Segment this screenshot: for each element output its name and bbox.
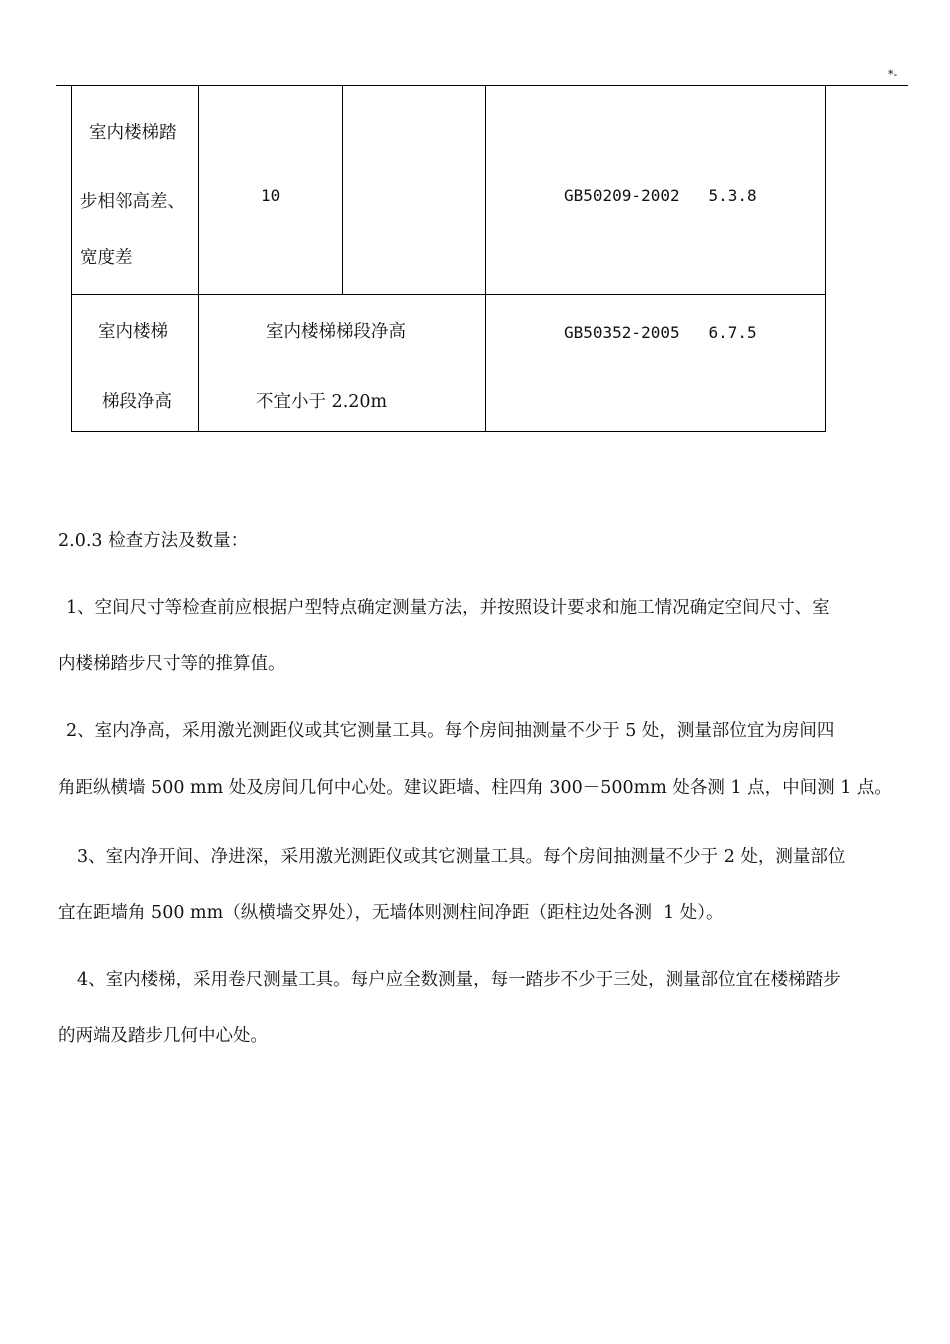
row2-item-line1: 室内楼梯 (98, 322, 168, 342)
table-border-left (71, 86, 72, 432)
paragraph-4-line-2: 的两端及踏步几何中心处。 (58, 1026, 268, 1046)
paragraph-1-line-2: 内楼梯踏步尺寸等的推算值。 (58, 654, 286, 674)
paragraph-3-line-1: 3、室内净开间、净进深，采用激光测距仪或其它测量工具。每个房间抽测量不少于 2 处，测量部位 (77, 847, 846, 867)
row2-item-line2: 梯段净高 (102, 392, 172, 412)
table-border-col1 (198, 86, 199, 432)
paragraph-2-line-2: 角距纵横墙 500 mm 处及房间几何中心处。建议距墙、柱四角 300－500mm 处各测 1 点，中间测 1 点。 (58, 778, 892, 798)
table-row-divider (71, 294, 826, 295)
table-border-right (825, 86, 826, 432)
table-border-bottom (71, 431, 826, 432)
paragraph-1-line-1: 1、空间尺寸等检查前应根据户型特点确定测量方法，并按照设计要求和施工情况确定空间尺寸、室 (66, 598, 830, 618)
row2-req-line1: 室内楼梯梯段净高 (266, 322, 406, 342)
row1-value: 10 (261, 186, 281, 205)
page-mark: *- (888, 68, 898, 81)
section-heading: 2.0.3 检查方法及数量： (58, 531, 249, 551)
table-border-col3 (485, 86, 486, 432)
row2-spec: GB50352-2005 6.7.5 (564, 323, 757, 342)
row1-item-line1: 室内楼梯踏 (89, 123, 177, 143)
table-border-col2 (342, 86, 343, 295)
header-rule (56, 85, 908, 86)
paragraph-2-line-1: 2、室内净高，采用激光测距仪或其它测量工具。每个房间抽测量不少于 5 处，测量部位宜为房间四 (66, 721, 835, 741)
paragraph-4-line-1: 4、室内楼梯，采用卷尺测量工具。每户应全数测量，每一踏步不少于三处，测量部位宜在楼梯踏步 (77, 970, 841, 990)
paragraph-3-line-2: 宜在距墙角 500 mm（纵横墙交界处），无墙体则测柱间净距（距柱边处各测 1 处）。 (58, 903, 724, 923)
row2-req-line2: 不宜小于 2.20m (256, 392, 388, 412)
row1-item-line2: 步相邻高差、 (80, 192, 185, 212)
row1-item-line3: 宽度差 (80, 248, 133, 268)
row1-spec: GB50209-2002 5.3.8 (564, 186, 757, 205)
